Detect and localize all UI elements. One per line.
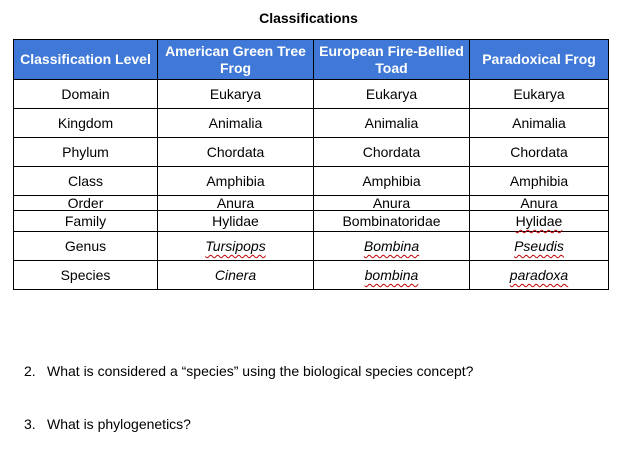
table-cell: Chordata <box>470 138 609 167</box>
table-cell <box>158 232 314 261</box>
table-cell: Animalia <box>470 109 609 138</box>
spellcheck-word: paradoxa <box>509 267 569 283</box>
table-row-order <box>14 196 609 211</box>
table-cell: Domain <box>14 80 158 109</box>
header-american-green-tree-frog: American Green Tree Frog <box>158 40 314 80</box>
table-cell <box>314 261 470 290</box>
spellcheck-word: bombina <box>364 267 419 283</box>
header-paradoxical-frog: Paradoxical Frog <box>470 40 609 80</box>
table-row-kingdom <box>14 109 609 138</box>
table-cell: Chordata <box>314 138 470 167</box>
table-cell: Hylidae <box>158 211 314 232</box>
spellcheck-word: Tursipops <box>205 238 266 254</box>
spellcheck-word: Pseudis <box>514 238 564 254</box>
table-row-phylum <box>14 138 609 167</box>
table-cell: Species <box>14 261 158 290</box>
table-cell: Eukarya <box>314 80 470 109</box>
question-text: What is considered a “species” using the biological species concept? <box>47 363 474 379</box>
table-row-family <box>14 211 609 232</box>
table-cell: Anura <box>470 196 609 211</box>
table-cell: Animalia <box>158 109 314 138</box>
table-header-row <box>14 40 609 80</box>
table-cell: Kingdom <box>14 109 158 138</box>
table-cell: Amphibia <box>470 167 609 196</box>
table-cell: Amphibia <box>314 167 470 196</box>
table-cell: Class <box>14 167 158 196</box>
table-cell: Animalia <box>314 109 470 138</box>
table-cell <box>470 232 609 261</box>
table-cell <box>470 211 609 232</box>
spellcheck-word: Hylidae <box>515 213 563 229</box>
header-european-fire-bellied-toad: European Fire-Bellied Toad <box>314 40 470 80</box>
classification-table <box>13 39 609 290</box>
table-cell: Eukarya <box>470 80 609 109</box>
question-text: What is phylogenetics? <box>47 416 191 432</box>
table-cell: Eukarya <box>158 80 314 109</box>
table-cell: Genus <box>14 232 158 261</box>
question-number: 2. <box>24 363 36 379</box>
table-cell: Amphibia <box>158 167 314 196</box>
spellcheck-word: Bombina <box>363 238 420 254</box>
table-cell: Family <box>14 211 158 232</box>
question-3 <box>24 416 191 432</box>
question-2 <box>24 363 473 379</box>
table-row-class <box>14 167 609 196</box>
table-cell <box>470 261 609 290</box>
table-row-domain <box>14 80 609 109</box>
table-cell: Bombinatoridae <box>314 211 470 232</box>
question-number: 3. <box>24 416 36 432</box>
table-row-species <box>14 261 609 290</box>
table-cell: Anura <box>314 196 470 211</box>
document-title: Classifications <box>259 10 358 26</box>
header-classification-level: Classification Level <box>14 40 158 80</box>
table-cell: Chordata <box>158 138 314 167</box>
table-row-genus <box>14 232 609 261</box>
table-cell: Cinera <box>158 261 314 290</box>
table-cell: Order <box>14 196 158 211</box>
table-cell: Phylum <box>14 138 158 167</box>
table-cell <box>314 232 470 261</box>
table-cell: Anura <box>158 196 314 211</box>
